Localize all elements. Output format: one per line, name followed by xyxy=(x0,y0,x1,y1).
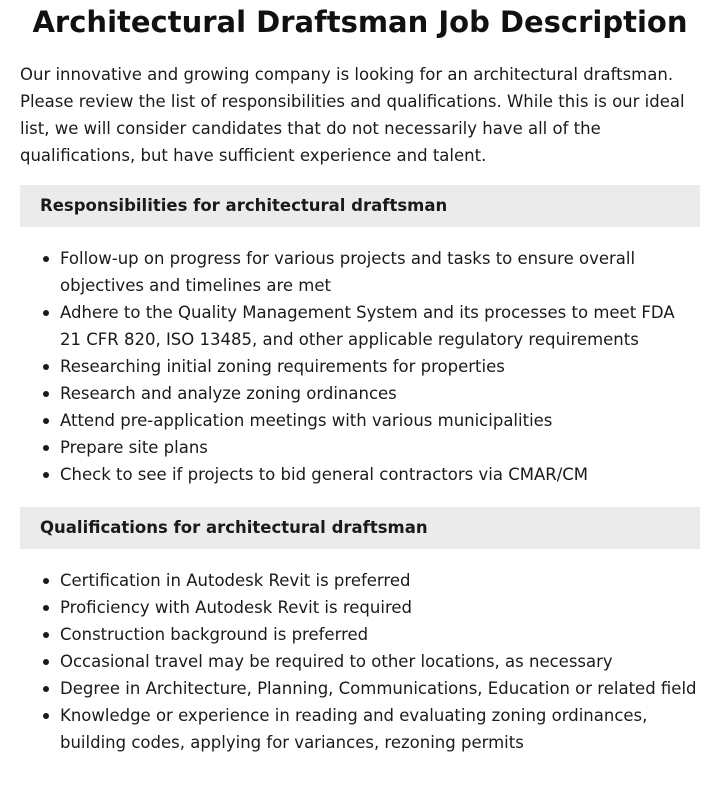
list-item: Adhere to the Quality Management System and its processes to meet FDA 21 CFR 820, ISO 13485, and other applicable regulatory requirements xyxy=(60,299,700,353)
list-item: Prepare site plans xyxy=(60,434,700,461)
list-item: Follow-up on progress for various projects and tasks to ensure overall objectives and timelines are met xyxy=(60,245,700,299)
list-item: Check to see if projects to bid general contractors via CMAR/CM xyxy=(60,461,700,488)
qualifications-list xyxy=(20,567,700,756)
responsibilities-list xyxy=(20,245,700,488)
list-item: Certification in Autodesk Revit is preferred xyxy=(60,567,700,594)
responsibilities-heading: Responsibilities for architectural draftsman xyxy=(20,185,700,227)
list-item: Proficiency with Autodesk Revit is required xyxy=(60,594,700,621)
list-item: Research and analyze zoning ordinances xyxy=(60,380,700,407)
page-title: Architectural Draftsman Job Description xyxy=(32,5,688,39)
list-item: Degree in Architecture, Planning, Communications, Education or related field xyxy=(60,675,700,702)
intro-paragraph: Our innovative and growing company is looking for an architectural draftsman. Please review the list of responsibilities and qualifications. While this is our ideal list, we will consider candidates that do not necessarily have all of the qualifications, but have sufficient experience and talent. xyxy=(20,65,685,165)
list-item: Knowledge or experience in reading and evaluating zoning ordinances, building codes, applying for variances, rezoning permits xyxy=(60,702,700,756)
qualifications-heading: Qualifications for architectural draftsman xyxy=(20,507,700,549)
list-item: Attend pre-application meetings with various municipalities xyxy=(60,407,700,434)
list-item: Construction background is preferred xyxy=(60,621,700,648)
list-item: Researching initial zoning requirements for properties xyxy=(60,353,700,380)
list-item: Occasional travel may be required to other locations, as necessary xyxy=(60,648,700,675)
